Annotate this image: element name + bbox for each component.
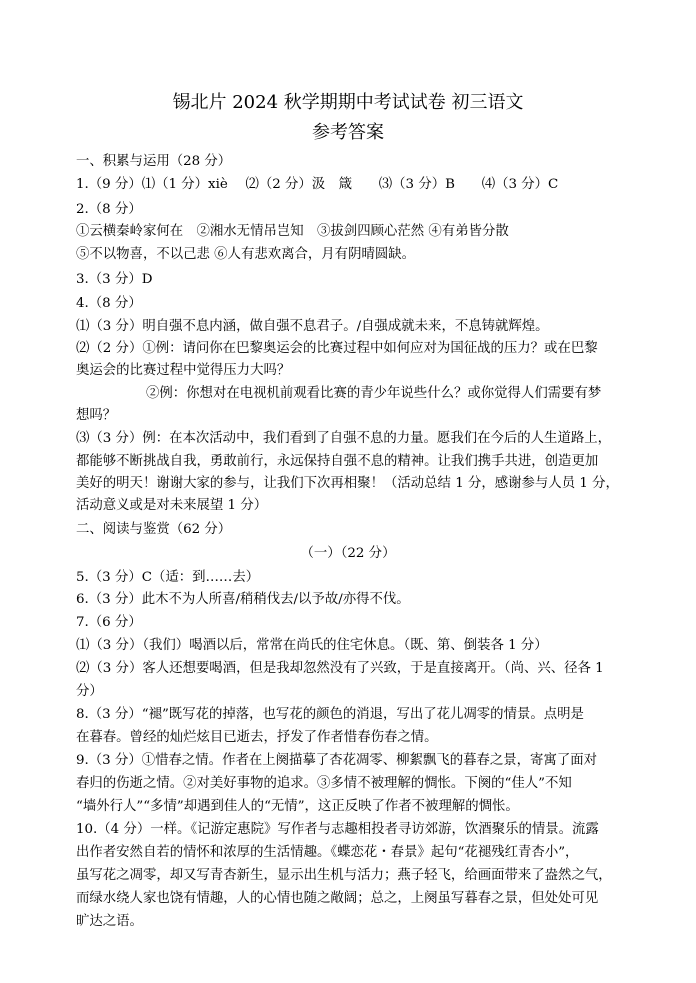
- answer-line: 4.（8 分）: [76, 296, 142, 311]
- answer-line: 都能够不断挑战自我，勇敢前行，永远保持自强不息的精神。让我们携手共进，创造更加: [76, 454, 599, 469]
- answer-line: ⑵（3 分）客人还想要喝酒，但是我却忽然没有了兴致，于是直接离开。（尚、兴、径各 1: [76, 661, 604, 676]
- answer-line: 10.（4 分）一样。《记游定惠院》写作者与志趣相投者寻访郊游，饮酒聚乐的情景。流露: [76, 822, 599, 837]
- answer-line: 6.（3 分）此木不为人所喜/稍稍伐去/以予故/亦得不伐。: [76, 592, 410, 607]
- answer-line: 旷达之语。: [76, 914, 143, 929]
- answer-line: 春归的伤逝之情。②对美好事物的追求。③多情不被理解的惆怅。下阕的“佳人”不知: [76, 776, 572, 791]
- answer-line: 美好的明天！谢谢大家的参与，让我们下次再相聚！（活动总结 1 分，感谢参与人员 1 分，: [76, 476, 619, 491]
- answer-line: ⑴（3 分）明自强不息内涵，做自强不息君子。/自强成就未来，不息铸就辉煌。: [76, 319, 549, 334]
- answer-line: 虽写花之凋零，却又写青杏新生，显示出生机与活力；燕子轻飞，给画面带来了盎然之气，: [76, 868, 612, 883]
- answer-line: “墙外行人”“多情”却遇到佳人的“无情”，这正反映了作者不被理解的惆怅。: [76, 799, 519, 814]
- answer-line: 1.（9 分）⑴（1 分）xiè ⑵（2 分）汲 箴 ⑶（3 分）B ⑷（3 分）C: [76, 177, 559, 192]
- answer-line: 分）: [76, 684, 103, 699]
- answer-line: 8.（3 分）“褪”既写花的掉落，也写花的颜色的消退，写出了花儿凋零的情景。点明是: [76, 707, 584, 722]
- answer-line: 奥运会的比赛过程中觉得压力大吗？: [76, 363, 291, 378]
- answer-line: ⑤不以物喜，不以己悲 ⑥人有悲欢离合，月有阴晴圆缺。: [76, 247, 416, 262]
- answer-line: 2.（8 分）: [76, 202, 142, 217]
- answer-line: 出作者安然自若的情怀和浓厚的生活情趣。《蝶恋花・春景》起句“花褪残红青杏小”，: [76, 845, 579, 860]
- answer-line: ①云横秦岭家何在 ②湘水无情吊岂知 ③拔剑四顾心茫然 ④有弟皆分散: [76, 224, 509, 239]
- subsection-heading: （一）（22 分）: [300, 546, 396, 561]
- answer-line: ⑴（3 分）（我们）喝酒以后，常常在尚氏的住宅休息。（既、第、倒装各 1 分）: [76, 638, 548, 653]
- answer-line: ②例：你想对在电视机前观看比赛的青少年说些什么？或你觉得人们需要有梦: [146, 386, 602, 401]
- answer-line: 想吗？: [76, 408, 117, 423]
- answer-line: 9.（3 分）①惜春之情。作者在上阕描摹了杏花凋零、柳絮飘飞的暮春之景，寄寓了面对: [76, 753, 598, 768]
- answer-line: 3.（3 分）D: [76, 272, 153, 287]
- answer-line: 5.（3 分）C（适：到……去）: [76, 570, 260, 585]
- answer-line: 7.（6 分）: [76, 615, 142, 630]
- section-heading: 一、积累与运用（28 分）: [76, 154, 232, 169]
- document-subtitle: 参考答案: [312, 122, 384, 143]
- document-title: 锡北片 2024 秋学期期中考试试卷 初三语文: [172, 92, 524, 113]
- answer-line: ⑶（3 分）例：在本次活动中，我们看到了自强不息的力量。愿我们在今后的人生道路上，: [76, 431, 612, 446]
- section-heading: 二、阅读与鉴赏（62 分）: [76, 522, 232, 537]
- answer-line: 活动意义或是对未来展望 1 分）: [76, 498, 268, 513]
- answer-line: ⑵（2 分）①例：请问你在巴黎奥运会的比赛过程中如何应对为国征战的压力？或在巴黎: [76, 341, 598, 356]
- answer-line: 而绿水绕人家也饶有情趣，人的心情也随之敞阔；总之，上阕虽写暮春之景，但处处可见: [76, 891, 599, 906]
- answer-line: 在暮春。曾经的灿烂炫目已逝去，抒发了作者惜春伤春之情。: [76, 730, 438, 745]
